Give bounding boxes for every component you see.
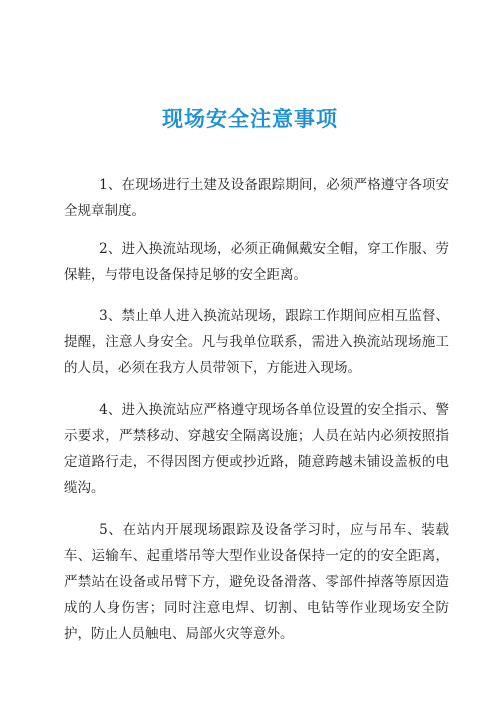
document-body bbox=[64, 172, 449, 662]
paragraph-4: 4、进入换流站应严格遵守现场各单位设置的安全指示、警示要求，严禁移动、穿越安全隔离设施；人员在站内必须按照指定道路行走，不得因图方便或抄近路，随意跨越未铺设盖板的电缆沟。 bbox=[64, 402, 449, 496]
page-title: 现场安全注意事项 bbox=[162, 107, 338, 131]
paragraph-1: 1、在现场进行土建及设备跟踪期间，必须严格遵守各项安全规章制度。 bbox=[64, 177, 449, 219]
paragraph-5: 5、在站内开展现场跟踪及设备学习时，应与吊车、装载车、运输车、起重塔吊等大型作业设备保持一定的的安全距离，严禁站在设备或吊臂下方，避免设备滑落、零部件掉落等原因造成的人身伤害；同时注意电焊、切割、电钻等作业现场安全防护，防止人员触电、局部火灾等意外。 bbox=[64, 522, 449, 642]
paragraph-2: 2、进入换流站现场，必须正确佩戴安全帽，穿工作服、劳保鞋，与带电设备保持足够的安全距离。 bbox=[64, 241, 449, 283]
paragraph-3: 3、禁止单人进入换流站现场，跟踪工作期间应相互监督、提醒，注意人身安全。凡与我单位联系，需进入换流站现场施工的人员，必须在我方人员带领下，方能进入现场。 bbox=[64, 308, 449, 376]
